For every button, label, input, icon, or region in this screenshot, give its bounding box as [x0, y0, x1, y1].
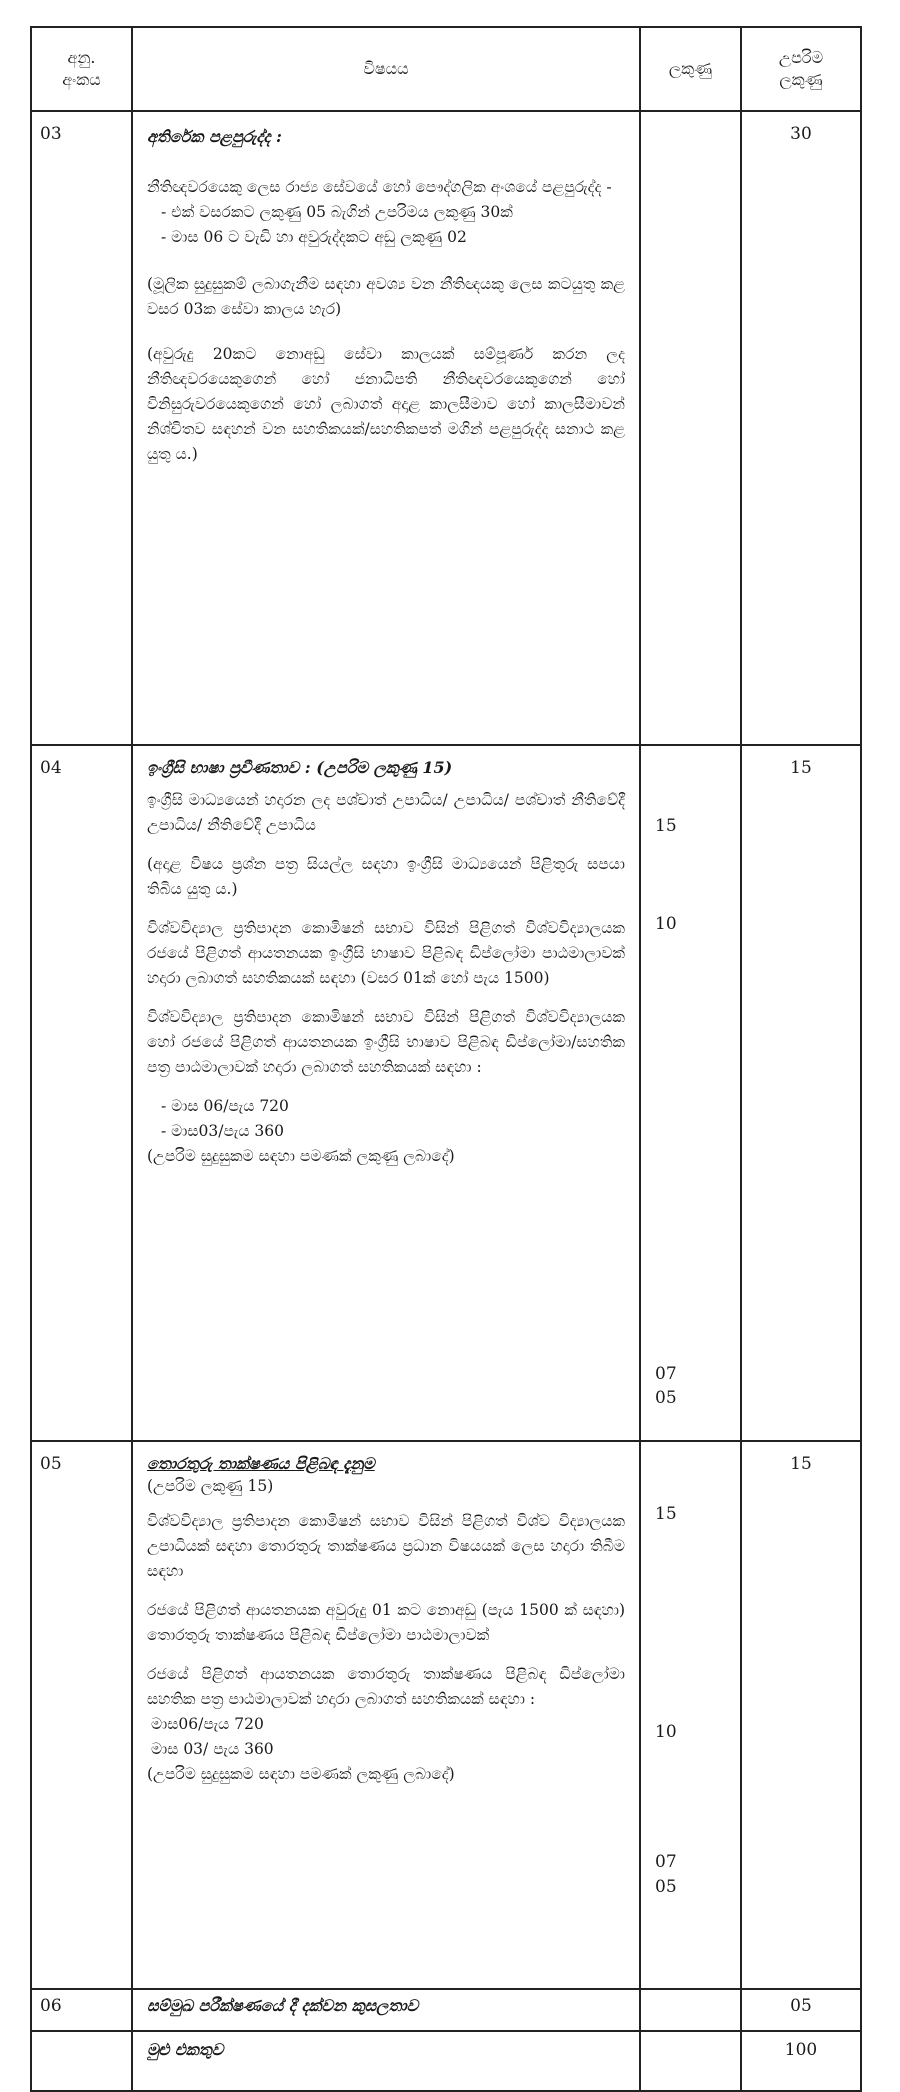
row-marks [640, 1441, 741, 1989]
paragraph: නීතිඥවරයෙකු ලෙස රාජ්‍ය සේවයේ හෝ පෞද්ගලික අංශයේ පළපුරුද්ද - [147, 178, 612, 196]
row-title: තොරතුරු තාක්ෂණය පිළිබඳ දැනුම [147, 1454, 375, 1473]
paragraph: විශ්වවිද්‍යාල ප්‍රතිපාදන කොමිෂන් සභාව විසින් පිළිගත් විශ්වවිද්‍යාලයක රජයේ පිළිගත් ආයතනයක ඉංග්‍රීසි භාෂාව පිළිබඳ ඩිප්ලෝමා පාඨමාලාවක් හදාරා ලබාගත් සහතිකයක් සඳහා (වසර 01ක් හෝ පැය 1500) [147, 919, 625, 987]
paragraph: විශ්වවිද්‍යාල ප්‍රතිපාදන කොමිෂන් සභාව විසින් පිළිගත් විශ්ව විද්‍යාලයක උපාධියක් සඳහා තොරතුරු තාක්ෂණය ප්‍රධාන විෂයයක් ලෙස හදාරා තිබීම සඳහා [147, 1512, 625, 1580]
list-item: මාස06/පැය 720 [151, 1715, 264, 1733]
row-title: ඉංග්‍රීසි භාෂා ප්‍රවීණතාව : (උපරිම ලකුණු 15) [147, 758, 453, 777]
header-max-marks: උපරිම ලකුණු [741, 27, 861, 111]
total-label: මුළු එකතුව [147, 2040, 224, 2059]
header-subject: විෂයය [132, 27, 640, 111]
row-number: 05 [31, 1441, 132, 1989]
row-number [31, 2031, 132, 2091]
row-marks [640, 111, 741, 745]
list-item: - මාස 06 ට වැඩි හා අවුරුද්දකට අඩු ලකුණු 02 [161, 228, 467, 246]
row-subject [132, 111, 640, 745]
mark-value: 15 [655, 816, 677, 836]
mark-value: 07 [655, 1364, 677, 1384]
mark-value: 10 [655, 1722, 677, 1742]
paragraph: (අවුරුදු 20කට නොඅඩු සේවා කාලයක් සම්පූර්ණ කරන ලද නීතිඥවරයෙකුගෙන් හෝ ජනාධිපති නීතිඥවරයෙකුගෙන් හෝ විනිසුරුවරයෙකුගෙන් හෝ ලබාගත් අදාළ කාලසීමාව හෝ කාලසීමාවන් නිශ්චිතව සඳහන් වන සහතිකයක්/සහතිකපත් මගින් පළපුරුද්ද සනාථ කළ යුතු ය.) [147, 345, 625, 463]
paragraph: (අදාළ විෂය ප්‍රශ්න පත්‍ර සියල්ල සඳහා ඉංග්‍රීසි මාධ්‍යයෙන් පිළිතුරු සපයා තිබිය යුතු ය.) [147, 855, 625, 898]
paragraph: රජයේ පිළිගත් ආයතනයක තොරතුරු තාක්ෂණය පිළිබඳ ඩිප්ලෝමා සහතික පත්‍ර පාඨමාලාවක් හදාරා ලබාගත් සහතිකයක් සඳහා : [147, 1665, 625, 1708]
list-item: - එක් වසරකට ලකුණු 05 බැගින් උපරිමය ලකුණු 30ක් [161, 203, 513, 221]
header-row [31, 27, 861, 111]
row-subtitle: (උපරිම ලකුණු 15) [147, 1477, 274, 1495]
paragraph: (මූලික සුදුසුකම් ලබාගැනීම සඳහා අවශ්‍ය වන නීතිඥයකු ලෙස කටයුතු කළ වසර 03ක සේවා කාලය හැර) [147, 275, 625, 318]
row-title: අතිරේක පළපුරුද්ද : [147, 127, 282, 146]
header-marks: ලකුණු [640, 27, 741, 111]
list-item: - මාස 06/පැය 720 [161, 1097, 289, 1115]
table-row [31, 111, 861, 745]
row-max-marks: 15 [741, 1441, 861, 1989]
table-row [31, 1989, 861, 2031]
paragraph: රජයේ පිළිගත් ආයතනයක අවුරුදු 01 කට නොඅඩු (පැය 1500 ක් සඳහා) තොරතුරු තාක්ෂණය පිළිබඳ ඩිප්ලෝමා පාඨමාලාවක් [147, 1601, 625, 1644]
list-item: මාස 03/ පැය 360 [151, 1740, 274, 1758]
row-number: 03 [31, 111, 132, 745]
mark-value: 05 [655, 1388, 677, 1408]
table-row [31, 745, 861, 1441]
total-value: 100 [741, 2031, 861, 2091]
mark-value: 15 [655, 1504, 677, 1524]
row-number: 06 [31, 1989, 132, 2031]
paragraph: විශ්වවිද්‍යාල ප්‍රතිපාදන කොමිෂන් සභාව විසින් පිළිගත් විශ්වවිද්‍යාලයක හෝ රජයේ පිළිගත් ආයතනයක ඉංග්‍රීසි භාෂාව පිළිබඳ ඩිප්ලෝමා/සහතික පත්‍ර පාඨමාලාවක් හදාරා ලබාගත් සහතිකයක් සඳහා : [147, 1008, 625, 1076]
row-marks [640, 1989, 741, 2031]
paragraph: ඉංග්‍රීසි මාධ්‍යයෙන් හදාරන ලද පශ්චාත් උපාධිය/ උපාධිය/ පශ්චාත් නීතිවේදී උපාධිය/ නීතිවේදී උපාධිය [147, 791, 625, 834]
paragraph: (උපරිම සුදුසුකම සඳහා පමණක් ලකුණු ලබාදේ) [147, 1147, 455, 1165]
mark-value: 07 [655, 1852, 677, 1872]
row-marks [640, 2031, 741, 2091]
row-number: 04 [31, 745, 132, 1441]
list-item: - මාස03/පැය 360 [161, 1122, 284, 1140]
mark-value: 05 [655, 1877, 677, 1897]
row-max-marks: 15 [741, 745, 861, 1441]
total-row [31, 2031, 861, 2091]
header-no: අනු. අංකය [31, 27, 132, 111]
row-max-marks: 05 [741, 1989, 861, 2031]
total-label-cell [132, 2031, 640, 2091]
row-subject [132, 1441, 640, 1989]
row-title: සම්මුඛ පරීක්ෂණයේ දී දක්වන කුසලතාව [147, 1996, 419, 2015]
marking-scheme-table [30, 26, 862, 2092]
row-subject [132, 1989, 640, 2031]
row-subject [132, 745, 640, 1441]
row-max-marks: 30 [741, 111, 861, 745]
row-marks [640, 745, 741, 1441]
mark-value: 10 [655, 914, 677, 934]
paragraph: (උපරිම සුදුසුකම සඳහා පමණක් ලකුණු ලබාදේ) [147, 1765, 455, 1783]
table-row [31, 1441, 861, 1989]
